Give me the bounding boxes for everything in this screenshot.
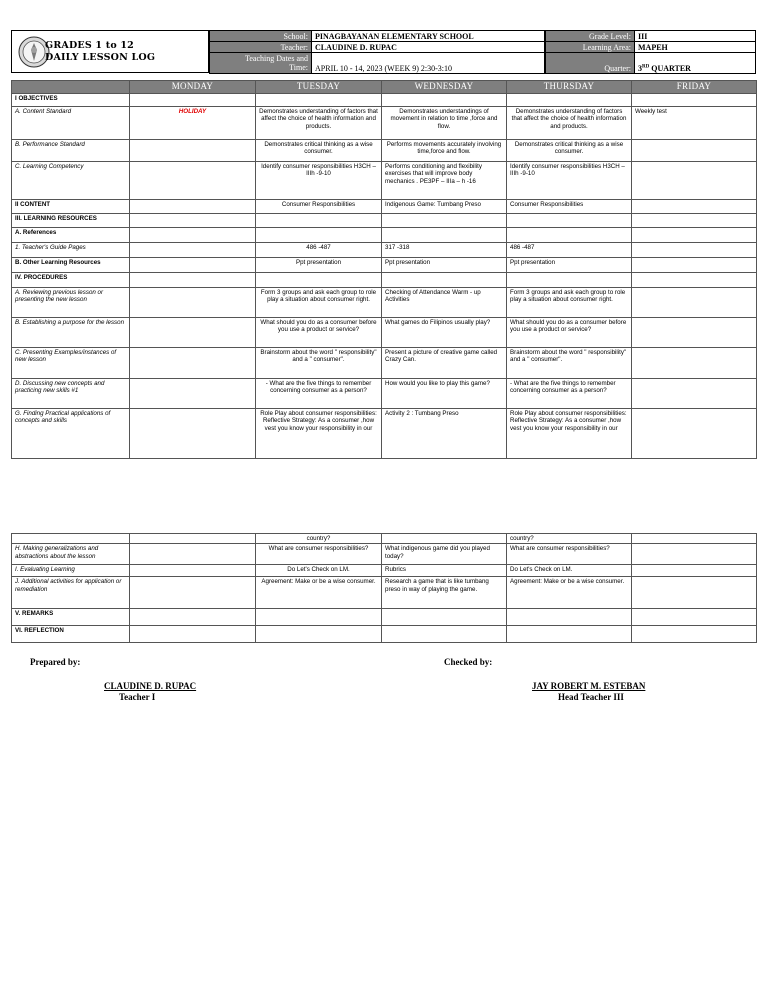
cell-text: Role Play about consumer responsibilities: Reflective Strategy: As a consumer ,how vest you know your responsibility in our: [507, 409, 632, 459]
section-remarks: V. REMARKS: [12, 609, 130, 626]
cell-text: Activity 2 : Tumbang Preso: [382, 409, 507, 459]
cell-text: Ppt presentation: [507, 258, 632, 273]
prepared-by-title: Teacher I: [119, 692, 156, 702]
row-label-reviewing: A. Reviewing previous lesson or presenting the new lesson: [12, 288, 130, 318]
cell-text: Demonstrates understanding of factors that affect the choice of health information and products.: [256, 107, 382, 140]
cell-text: - What are the five things to remember concerning consumer as a person?: [507, 379, 632, 409]
table-row: [12, 409, 757, 459]
checked-by-label: Checked by:: [444, 657, 493, 667]
document-title: [45, 40, 155, 64]
school-value: PINAGBAYANAN ELEMENTARY SCHOOL: [312, 31, 545, 42]
cell-text: Weekly test: [632, 107, 757, 140]
table-row: [12, 379, 757, 409]
row-label-other-resources: B. Other Learning Resources: [12, 258, 130, 273]
section-reflection: VI. REFLECTION: [12, 626, 130, 643]
cell-text: Agreement: Make or be a wise consumer.: [507, 577, 632, 609]
cell-text: Identify consumer responsibilities H3CH – IIIh -9-10: [256, 162, 382, 200]
table-row: [12, 94, 757, 107]
cell-text: Ppt presentation: [256, 258, 382, 273]
table-row: [12, 318, 757, 348]
cell-text: Do Let's Check on LM.: [256, 565, 382, 577]
table-row: [12, 107, 757, 140]
table-row: [12, 544, 757, 565]
section-objectives: I OBJECTIVES: [12, 94, 130, 107]
lesson-log-header: [11, 30, 756, 73]
cell-text: Brainstorm about the word " responsibility" and a " consumer".: [256, 348, 382, 379]
title-line-1: GRADES 1 to 12: [45, 40, 134, 51]
cell-text: Demonstrates critical thinking as a wise consumer.: [256, 140, 382, 162]
prepared-by-name: CLAUDINE D. RUPAC: [104, 681, 197, 691]
cell-text: Agreement: Make or be a wise consumer.: [256, 577, 382, 609]
class-info-table: [545, 30, 756, 74]
blank-header: [12, 81, 130, 94]
logo-box: [11, 30, 209, 73]
cell-text: Do Let's Check on LM.: [507, 565, 632, 577]
table-row: [12, 258, 757, 273]
teacher-label: Teacher:: [210, 42, 312, 53]
cell-text: 486 -487: [507, 243, 632, 258]
cell-text: Checking of Attendance Warm - up Activities: [382, 288, 507, 318]
cell-text: Present a picture of creative game called Crazy Can.: [382, 348, 507, 379]
cell-text: Form 3 groups and ask each group to role play a situation about consumer right.: [256, 288, 382, 318]
row-label-performance-standard: B. Performance Standard: [12, 140, 130, 162]
table-row: [12, 534, 757, 544]
cell-text: What games do Filipinos usually play?: [382, 318, 507, 348]
cell-text: country?: [507, 534, 632, 544]
cell-text: Consumer Responsibilities: [507, 200, 632, 214]
title-line-2: DAILY LESSON LOG: [45, 52, 156, 63]
table-row: [12, 228, 757, 243]
cell-text: Form 3 groups and ask each group to role play a situation about consumer right.: [507, 288, 632, 318]
cell-text: How would you like to play this game?: [382, 379, 507, 409]
prepared-by-label: Prepared by:: [30, 657, 81, 667]
cell-text: Performs conditioning and flexibility exercises that will improve body mechanics . PE3PF – IIIa – h -16: [382, 162, 507, 200]
cell-text: Performs movements accurately involving time,force and flow.: [382, 140, 507, 162]
cell-text: Identify consumer responsibilities H3CH – IIIh -9-10: [507, 162, 632, 200]
cell-text: Rubrics: [382, 565, 507, 577]
cell-text: What are consumer responsibilities?: [507, 544, 632, 565]
day-monday: MONDAY: [130, 81, 256, 94]
cell-text: What indigenous game did you played today?: [382, 544, 507, 565]
section-resources: III. LEARNING RESOURCES: [12, 214, 130, 228]
cell-text: Research a game that is like tumbang preso in way of playing the game.: [382, 577, 507, 609]
table-row: [12, 626, 757, 643]
table-row: [12, 200, 757, 214]
table-row: [12, 140, 757, 162]
teacher-value: CLAUDINE D. RUPAC: [312, 42, 545, 53]
section-content: II CONTENT: [12, 200, 130, 214]
area-label: Learning Area:: [546, 42, 635, 53]
row-label-generalizations: H. Making generalizations and abstractions about the lesson: [12, 544, 130, 565]
quarter-label: Quarter:: [546, 53, 635, 74]
checked-by-name: JAY ROBERT M. ESTEBAN: [532, 681, 646, 691]
cell-text: Indigenous Game: Tumbang Preso: [382, 200, 507, 214]
day-tuesday: TUESDAY: [256, 81, 382, 94]
section-procedures: IV. PROCEDURES: [12, 273, 130, 288]
day-header-row: [12, 81, 757, 94]
row-label-teachers-guide: 1. Teacher's Guide Pages: [12, 243, 130, 258]
cell-text: Consumer Responsibilities: [256, 200, 382, 214]
school-info-table: [209, 30, 545, 74]
table-row: [12, 214, 757, 228]
cell-text: Role Play about consumer responsibilities: Reflective Strategy: As a consumer ,how vest you know your responsibility in our: [256, 409, 382, 459]
cell-text: What should you do as a consumer before you use a product or service?: [507, 318, 632, 348]
table-row: [12, 273, 757, 288]
lesson-grid-page-2: [11, 533, 757, 643]
cell-text: 486 -487: [256, 243, 382, 258]
table-row: [12, 162, 757, 200]
lesson-grid-page-1: [11, 80, 757, 459]
table-row: [12, 348, 757, 379]
cell-text: Demonstrates understanding of factors that affect the choice of health information and products.: [507, 107, 632, 140]
row-label-learning-competency: C. Learning Competency: [12, 162, 130, 200]
cell-text: country?: [256, 534, 382, 544]
cell-text: Demonstrates understandings of movement in relation to time ,force and flow.: [382, 107, 507, 140]
table-row: [12, 577, 757, 609]
day-thursday: THURSDAY: [507, 81, 632, 94]
quarter-value: 3RD QUARTER: [635, 53, 756, 74]
grade-value: III: [635, 31, 756, 42]
cell-text: What should you do as a consumer before you use a product or service?: [256, 318, 382, 348]
cell-text: Brainstorm about the word " responsibility" and a " consumer".: [507, 348, 632, 379]
cell-text: 317 -318: [382, 243, 507, 258]
row-label-evaluating: I. Evaluating Learning: [12, 565, 130, 577]
cell-text: Ppt presentation: [382, 258, 507, 273]
row-label-references: A. References: [12, 228, 130, 243]
grade-label: Grade Level:: [546, 31, 635, 42]
table-row: [12, 288, 757, 318]
holiday-label: HOLIDAY: [130, 107, 256, 140]
table-row: [12, 243, 757, 258]
school-label: School:: [210, 31, 312, 42]
day-wednesday: WEDNESDAY: [382, 81, 507, 94]
row-label-content-standard: A. Content Standard: [12, 107, 130, 140]
day-friday: FRIDAY: [632, 81, 757, 94]
row-label-purpose: B. Establishing a purpose for the lesson: [12, 318, 130, 348]
area-value: MAPEH: [635, 42, 756, 53]
cell-text: - What are the five things to remember concerning consumer as a person?: [256, 379, 382, 409]
cell-text: What are consumer responsibilities?: [256, 544, 382, 565]
row-label-presenting: C. Presenting Examples/instances of new lesson: [12, 348, 130, 379]
row-label-additional-activities: J. Additional activities for application or remediation: [12, 577, 130, 609]
row-label-practical-applications: G. Finding Practical applications of concepts and skills: [12, 409, 130, 459]
dates-value: APRIL 10 - 14, 2023 (WEEK 9) 2:30-3:10: [312, 53, 545, 74]
row-label-discussing: D. Discussing new concepts and practicing new skills #1: [12, 379, 130, 409]
dates-label: Teaching Dates and Time:: [210, 53, 312, 74]
table-row: [12, 565, 757, 577]
table-row: [12, 609, 757, 626]
checked-by-title: Head Teacher III: [558, 692, 624, 702]
cell-text: Demonstrates critical thinking as a wise consumer.: [507, 140, 632, 162]
